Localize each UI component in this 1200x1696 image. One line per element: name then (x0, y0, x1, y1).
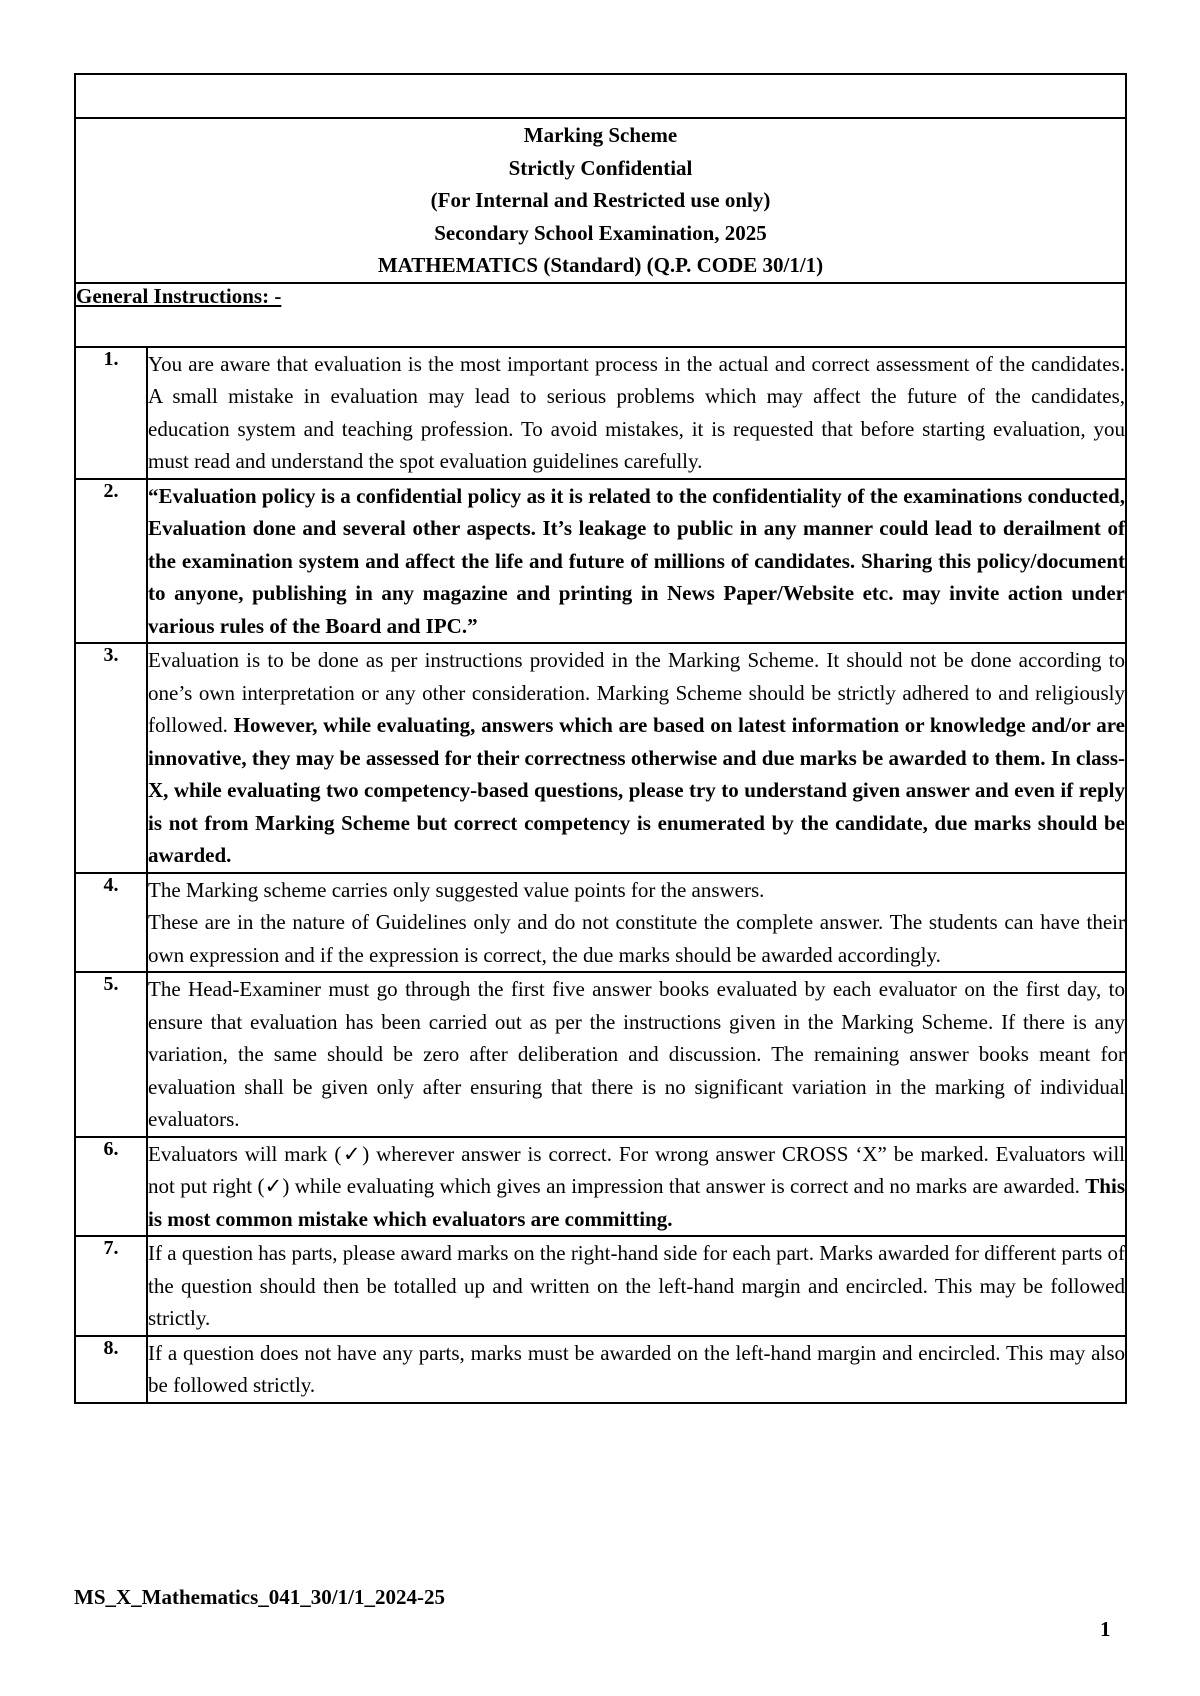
instruction-bold-body: “Evaluation policy is a confidential policy as it is related to the confidentiality of the examinations conducted, Evaluation done and several other aspects. It’s leakage to public in any manner could lead to derailment of the examination system and affect the life and future of millions of candidates. Sharing this policy/document to anyone, publishing in any magazine and printing in News Paper/Website etc. may invite action under various rules of the Board and IPC.” (148, 483, 1125, 638)
instruction-text (147, 972, 1126, 1137)
instruction-text (147, 347, 1126, 479)
subject-code: MATHEMATICS (Standard) (Q.P. CODE 30/1/1) (377, 253, 824, 277)
header-row (75, 118, 1126, 283)
instruction-number: 3. (75, 643, 147, 873)
document-title: Marking Scheme (523, 123, 678, 147)
instruction-row (75, 972, 1126, 1137)
general-instructions-cell (75, 283, 1126, 347)
instruction-text (147, 479, 1126, 644)
header-cell (75, 118, 1126, 283)
instruction-number: 5. (75, 972, 147, 1137)
instruction-line: The Marking scheme carries only suggested value points for the answers. (148, 877, 765, 902)
instruction-number: 7. (75, 1236, 147, 1336)
instruction-number: 4. (75, 873, 147, 973)
instruction-bold-body: This is most common mistake which evaluators are committing. (148, 1174, 1125, 1231)
instruction-body: Evaluation is to be done as per instructions provided in the Marking Scheme. It should not be done according to one’s own interpretation or any other consideration. Marking Scheme should be strictly adhered to and religiously followed. (148, 648, 1125, 737)
confidential-label: Strictly Confidential (508, 155, 693, 180)
instruction-number: 6. (75, 1137, 147, 1237)
instruction-body: If a question has parts, please award marks on the right-hand side for each part. Marks awarded for different parts of the question should then be totalled up and written on the left-hand margin and encircled. This may be followed strictly. (148, 1241, 1125, 1330)
instruction-row (75, 1336, 1126, 1403)
instruction-text (147, 1236, 1126, 1336)
instruction-number: 8. (75, 1336, 147, 1403)
instruction-number: 2. (75, 479, 147, 644)
instruction-text (147, 643, 1126, 873)
restricted-label: (For Internal and Restricted use only) (430, 188, 771, 212)
instruction-row (75, 643, 1126, 873)
instruction-body: Evaluators will mark (✓) wherever answer is correct. For wrong answer CROSS ‘X” be marked. Evaluators will not put right (✓) while evaluating which gives an impression that answer is correct and no marks are awarded. (148, 1141, 1125, 1198)
blank-cell (75, 74, 1126, 118)
instruction-body: You are aware that evaluation is the most important process in the actual and correct assessment of the candidates. A small mistake in evaluation may lead to serious problems which may affect the future of the candidates, education system and teaching profession. To avoid mistakes, it is requested that before starting evaluation, you must read and understand the spot evaluation guidelines carefully. (148, 351, 1125, 473)
instruction-row (75, 873, 1126, 973)
marking-scheme-table (74, 73, 1127, 1404)
page-number: 1 (1100, 1617, 1111, 1641)
instruction-number: 1. (75, 347, 147, 479)
exam-name: Secondary School Examination, 2025 (434, 220, 767, 245)
instruction-text (147, 1137, 1126, 1237)
instruction-body: The Head-Examiner must go through the first five answer books evaluated by each evaluator on the first day, to ensure that evaluation has been carried out as per the instructions given in the Marking Scheme. If there is any variation, the same should be zero after deliberation and discussion. The remaining answer books meant for evaluation shall be given only after ensuring that there is no significant variation in the marking of individual evaluators. (148, 977, 1125, 1131)
instruction-row (75, 1236, 1126, 1336)
instruction-body: If a question does not have any parts, marks must be awarded on the left-hand margin and encircled. This may also be followed strictly. (148, 1340, 1125, 1397)
instruction-line: These are in the nature of Guidelines only and do not constitute the complete answer. The students can have their own expression and if the expression is correct, the due marks should be awarded accordingly. (148, 910, 1125, 967)
general-instructions-heading: General Instructions: - (76, 283, 282, 308)
instruction-bold-body: However, while evaluating, answers which are based on latest information or knowledge and/or are innovative, they may be assessed for their correctness otherwise and due marks be awarded to them. In class-X, while evaluating two competency-based questions, please try to understand given answer and even if reply is not from Marking Scheme but correct competency is enumerated by the candidate, due marks should be awarded. (148, 713, 1125, 867)
footer-document-code: MS_X_Mathematics_041_30/1/1_2024-25 (74, 1585, 445, 1609)
instruction-text (147, 1336, 1126, 1403)
instruction-row (75, 1137, 1126, 1237)
instruction-row (75, 479, 1126, 644)
blank-row (75, 74, 1126, 118)
instruction-text (147, 873, 1126, 973)
general-instructions-row (75, 283, 1126, 347)
instruction-row (75, 347, 1126, 479)
